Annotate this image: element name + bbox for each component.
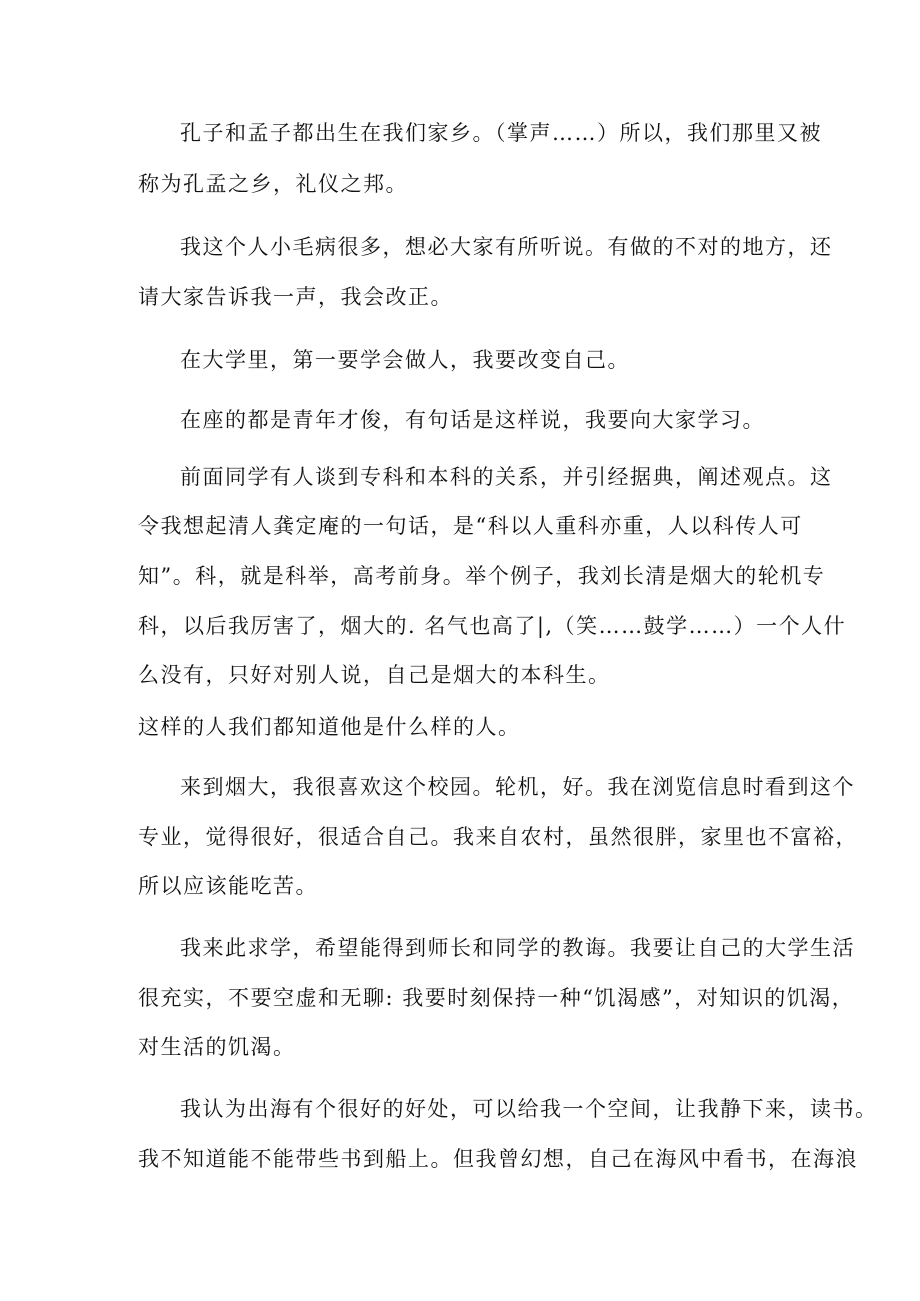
paragraph-5-line-2: 令我想起清人龚定庵的一句话，是“科以人重科亦重，人以科传人可	[138, 514, 803, 538]
paragraph-8-line-1: 我来此求学，希望能得到师长和同学的教诲。我要让自己的大学生活	[180, 936, 855, 960]
paragraph-2-line-2: 请大家告诉我一声，我会改正。	[138, 285, 453, 309]
paragraph-3-line-1: 在大学里，第一要学会做人，我要改变自己。	[180, 348, 630, 372]
paragraph-7-line-2: 专业，觉得很好，很适合自己。我来自农村，虽然很胖，家里也不富裕，	[138, 825, 858, 849]
paragraph-5-line-3: 知”。科，就是科举，高考前身。举个例子，我刘长清是烟大的轮机专	[138, 564, 826, 588]
paragraph-6-line-1: 这样的人我们都知道他是什么样的人。	[138, 715, 521, 739]
paragraph-7-line-1: 来到烟大，我很喜欢这个校园。轮机，好。我在浏览信息时看到这个	[180, 775, 855, 799]
paragraph-1-line-2: 称为孔孟之乡，礼仪之邦。	[138, 172, 408, 196]
paragraph-5-line-5: 么没有，只好对别人说，自己是烟大的本科生。	[138, 663, 611, 687]
paragraph-5-line-4: 科，以后我厉害了，烟大的. 名气也高了|,（笑……鼓学……）一个人什	[138, 614, 847, 638]
paragraph-9-line-1: 我认为出海有个很好的好处，可以给我一个空间，让我静下来，读书。	[180, 1097, 878, 1121]
paragraph-9-line-2: 我不知道能不能带些书到船上。但我曾幻想，自己在海风中看书，在海浪	[138, 1147, 858, 1171]
paragraph-8-line-3: 对生活的饥渴。	[138, 1035, 296, 1059]
paragraph-1-line-1: 孔子和孟子都出生在我们家乡。（掌声……）所以，我们那里又被	[180, 121, 822, 145]
paragraph-4-line-1: 在座的都是青年才俊，有句话是这样说，我要向大家学习。	[180, 408, 765, 432]
paragraph-8-line-2: 很充实，不要空虚和无聊: 我要时刻保持一种“饥渴感”，对知识的饥渴，	[138, 986, 855, 1010]
paragraph-7-line-3: 所以应该能吃苦。	[138, 874, 318, 898]
paragraph-2-line-1: 我这个人小毛病很多，想必大家有所听说。有做的不对的地方，还	[180, 235, 833, 259]
paragraph-5-line-1: 前面同学有人谈到专科和本科的关系，并引经据典，阐述观点。这	[180, 465, 833, 489]
